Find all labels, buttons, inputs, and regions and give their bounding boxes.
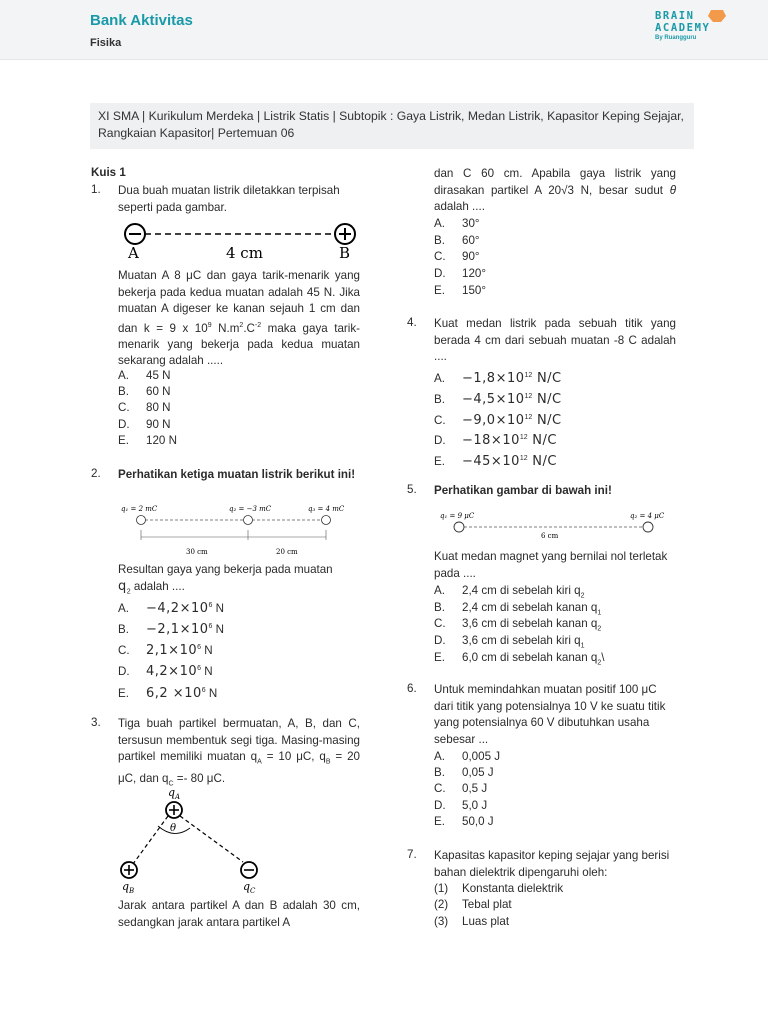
item-text: Luas plat [462, 915, 510, 928]
page-header [0, 0, 768, 60]
option-letter: B. [118, 622, 129, 636]
q3-cont-text-2: adalah .... [434, 200, 485, 213]
option-text: 2,4 cm di sebelah kanan q [462, 601, 598, 614]
q4-option-b[interactable] [434, 389, 562, 408]
q3-number: 3. [91, 716, 101, 729]
option-letter: E. [118, 686, 129, 700]
option-text: 0,05 J [462, 766, 494, 779]
option-text: −4,5×10 [462, 391, 525, 407]
subject-label: Fisika [90, 37, 122, 49]
q3-cont-text-1: dan C 60 cm. Apabila gaya listrik yang dirasakan partikel A 20√3 N, besar sudut [434, 167, 676, 197]
option-text: 30° [462, 217, 480, 230]
q1-exp-m2: -2 [254, 321, 262, 329]
q6-option-a[interactable] [434, 749, 500, 766]
lightbulb-icon [707, 9, 727, 23]
logo-text-byline: By Ruangguru [655, 35, 697, 41]
label-q3: q₃ = 4 mC [308, 505, 345, 513]
q3-option-d[interactable] [434, 266, 486, 283]
page-title: Bank Aktivitas [90, 12, 193, 29]
q3-sub-b: B [325, 758, 331, 766]
charge-q1 [454, 522, 464, 532]
option-sub: 1 [597, 609, 602, 617]
option-text: 150° [462, 284, 486, 297]
q4-option-c[interactable] [434, 410, 562, 429]
item-text: Tebal plat [462, 898, 512, 911]
option-exp: 12 [519, 455, 528, 462]
q4-stem: Kuat medan listrik pada sebuah titik yang berada 4 cm dari sebuah muatan -8 C adalah .... [434, 317, 676, 363]
q3-continued [434, 166, 676, 216]
q7-item-1 [434, 881, 563, 898]
q2-body [118, 562, 368, 600]
label-q2: q₂ = 4 μC [630, 512, 665, 520]
option-letter: A. [434, 584, 445, 597]
option-letter: E. [434, 454, 445, 468]
option-tail: \ [601, 651, 605, 664]
option-text: −1,8×10 [462, 370, 525, 386]
label-q2: q₂ = −3 mC [229, 505, 272, 513]
q5-option-e[interactable] [434, 650, 605, 672]
option-text: 2,4 cm di sebelah kiri q [462, 584, 581, 597]
q4-option-e[interactable] [434, 451, 557, 470]
label-d2: 20 cm [276, 548, 298, 556]
option-exp: 12 [524, 393, 533, 400]
option-exp: 6 [208, 623, 213, 630]
q1-body-text-1: Muatan A 8 μC dan gaya tarik-menarik yang bekerja pada kedua muatan adalah 45 N. Jika muatan A digeser ke kanan sejauh 1 cm dan dan k = 9 x 10 [118, 269, 360, 335]
q5-number: 5. [407, 483, 417, 496]
option-text: −2,1×10 [146, 621, 209, 637]
option-text: 0,005 J [462, 750, 501, 763]
q3-cont-theta: θ [669, 183, 676, 197]
option-text: 60 N [146, 385, 171, 398]
option-letter: A. [434, 750, 445, 763]
option-unit: N [212, 601, 225, 615]
q5-stem: Perhatikan gambar di bawah ini! [434, 484, 612, 497]
q4-number: 4. [407, 316, 417, 329]
q3-option-e[interactable] [434, 283, 486, 300]
q3-sub-c: C [168, 780, 174, 788]
q2-body-text: Resultan gaya yang bekerja pada muatan [118, 563, 333, 576]
option-letter: D. [118, 664, 130, 678]
quiz-label: Kuis 1 [91, 166, 126, 179]
q3-sub-a: A [257, 758, 262, 766]
q2-option-e[interactable] [118, 683, 217, 702]
q2-stem: Perhatikan ketiga muatan listrik berikut ini! [118, 468, 356, 481]
option-unit: N [201, 664, 213, 678]
q7-item-3 [434, 914, 509, 931]
label-qb: $q_B$ [122, 880, 135, 895]
q2-option-a[interactable] [118, 598, 224, 617]
option-sub: 2 [597, 625, 602, 633]
charge-q1 [137, 516, 146, 525]
option-letter: A. [118, 369, 129, 382]
logo-text-academy: ACADEMY [655, 22, 711, 34]
option-sub: 1 [580, 642, 585, 650]
option-exp: 12 [519, 434, 528, 441]
option-text: 5,0 J [462, 799, 488, 812]
q3-stem-text-3: = 20 μC, dan q [118, 750, 360, 785]
q6-option-c[interactable] [434, 781, 487, 798]
q2-symbol: q [118, 578, 127, 594]
label-q1: q₁ = 9 μC [440, 512, 475, 520]
option-letter: B. [434, 766, 445, 779]
label-a: A [128, 244, 139, 262]
q6-option-d[interactable] [434, 798, 487, 815]
label-distance: 4 cm [226, 244, 263, 262]
option-letter: E. [118, 434, 129, 447]
option-text: 90° [462, 250, 480, 263]
option-letter: E. [434, 651, 445, 664]
option-unit: N [205, 686, 218, 700]
q7-number: 7. [407, 848, 417, 861]
q1-option-d[interactable] [118, 417, 171, 434]
q3-option-c[interactable] [434, 249, 480, 266]
option-text: 6,2 ×10 [146, 685, 202, 701]
q1-body [118, 268, 360, 370]
item-number: (2) [434, 898, 449, 911]
option-text: −45×10 [462, 453, 520, 469]
q4-option-a[interactable] [434, 368, 562, 387]
option-letter: B. [434, 601, 445, 614]
option-letter: A. [434, 217, 445, 230]
option-unit: N/C [532, 391, 562, 407]
q2-body-end: adalah .... [130, 579, 185, 593]
q1-option-b[interactable] [118, 384, 171, 401]
option-letter: B. [118, 385, 129, 398]
option-text: 0,5 J [462, 782, 488, 795]
option-text: −9,0×10 [462, 412, 525, 428]
charge-q3 [322, 516, 331, 525]
q6-option-b[interactable] [434, 765, 494, 782]
option-letter: E. [434, 284, 445, 297]
label-distance: 6 cm [541, 532, 559, 540]
q2-option-d[interactable] [118, 661, 213, 680]
option-letter: D. [434, 799, 446, 812]
option-exp: 12 [524, 414, 533, 421]
q1-exp-2: 2 [239, 321, 244, 329]
q1-option-c[interactable] [118, 400, 171, 417]
q1-number: 1. [91, 183, 101, 196]
q3-option-b[interactable] [434, 233, 480, 250]
q7-stem: Kapasitas kapasitor keping sejajar yang berisi bahan dielektrik dipengaruhi oleh: [434, 849, 670, 879]
q3-stem-text-1: Tiga buah partikel bermuatan, A, B, dan C, tersusun membentuk segi tiga. Masing-masing partikel memiliki muatan q [118, 717, 360, 763]
q1-exp-9: 9 [207, 321, 212, 329]
q5-body: Kuat medan magnet yang bernilai nol terletak pada .... [434, 550, 668, 580]
label-b: B [339, 244, 351, 262]
option-sub: 2 [580, 592, 585, 600]
q3-body: Jarak antara partikel A dan B adalah 30 cm, sedangkan jarak antara partikel A [118, 899, 360, 929]
logo-text-brain: BRAIN [655, 10, 695, 22]
label-theta: θ [170, 823, 177, 834]
option-letter: C. [434, 413, 446, 427]
option-exp: 12 [524, 372, 533, 379]
q1-body-text-3: .C [243, 321, 255, 335]
label-q1: q₁ = 2 mC [121, 505, 158, 513]
charge-q2 [244, 516, 253, 525]
option-text: −18×10 [462, 432, 520, 448]
brand-logo [655, 10, 735, 50]
label-d1: 30 cm [186, 548, 208, 556]
q6-number: 6. [407, 682, 417, 695]
q3-option-a[interactable] [434, 216, 480, 233]
q2-symbol-sub: 2 [126, 587, 131, 595]
option-letter: C. [434, 782, 446, 795]
q6-stem: Untuk memindahkan muatan positif 100 μC dari titik yang potensialnya 10 V ke suatu titik yang potensialnya 60 V dibutuhkan usaha sebesar ... [434, 683, 666, 746]
q2-option-b[interactable] [118, 619, 224, 638]
q2-option-c[interactable] [118, 640, 213, 659]
option-letter: B. [434, 392, 445, 406]
q1-stem: Dua buah muatan listrik diletakkan terpisah seperti pada gambar. [118, 184, 340, 214]
option-text: 4,2×10 [146, 663, 198, 679]
q1-body-text-2: N.m [211, 321, 240, 335]
item-text: Konstanta dielektrik [462, 882, 564, 895]
q2-figure [118, 500, 363, 560]
q3-stem-text-4: =- 80 μC. [173, 771, 226, 785]
option-text: 80 N [146, 401, 171, 414]
q3-stem [118, 716, 360, 793]
q7-item-2 [434, 897, 512, 914]
charge-q2 [643, 522, 653, 532]
option-letter: D. [434, 433, 446, 447]
option-text: 60° [462, 234, 480, 247]
option-letter: C. [118, 401, 130, 414]
q1-option-e[interactable] [118, 433, 177, 450]
q3-stem-text-2: = 10 μC, q [261, 750, 326, 763]
option-sub: 2 [597, 659, 602, 667]
option-text: 50,0 J [462, 815, 494, 828]
item-number: (3) [434, 915, 449, 928]
q1-body-text-4: maka gaya tarik-menarik yang bekerja pada kedua muatan sekarang adalah ..... [118, 321, 360, 368]
option-unit: N/C [532, 370, 562, 386]
option-text: 6,0 cm di sebelah kanan q [462, 651, 598, 664]
option-unit: N/C [527, 432, 557, 448]
q4-option-d[interactable] [434, 430, 557, 449]
option-exp: 6 [208, 602, 213, 609]
q2-number: 2. [91, 467, 101, 480]
label-qa: $q_A$ [168, 786, 181, 801]
option-unit: N [201, 643, 213, 657]
option-letter: C. [434, 250, 446, 263]
option-text: 3,6 cm di sebelah kanan q [462, 617, 598, 630]
option-unit: N/C [527, 453, 557, 469]
option-text: 120° [462, 267, 486, 280]
option-text: 3,6 cm di sebelah kiri q [462, 634, 581, 647]
option-letter: D. [118, 418, 130, 431]
option-letter: D. [434, 267, 446, 280]
option-text: 45 N [146, 369, 171, 382]
q3-triangle-figure [112, 784, 272, 896]
option-text: −4,2×10 [146, 600, 209, 616]
curriculum-info-box: XI SMA | Kurikulum Merdeka | Listrik Statis | Subtopik : Gaya Listrik, Medan Listrik, Kapasitor Keping Sejajar, Rangkaian Kapasitor| Pertemuan 06 [90, 103, 694, 149]
option-letter: A. [118, 601, 129, 615]
q6-option-e[interactable] [434, 814, 494, 831]
option-letter: B. [434, 234, 445, 247]
option-letter: E. [434, 815, 445, 828]
option-letter: D. [434, 634, 446, 647]
q5-figure [434, 506, 674, 542]
item-number: (1) [434, 882, 449, 895]
option-letter: C. [434, 617, 446, 630]
option-unit: N [212, 622, 225, 636]
option-text: 2,1×10 [146, 642, 198, 658]
option-text: 120 N [146, 434, 177, 447]
option-exp: 6 [201, 687, 206, 694]
option-unit: N/C [532, 412, 562, 428]
option-letter: C. [118, 643, 130, 657]
option-text: 90 N [146, 418, 171, 431]
q1-option-a[interactable] [118, 368, 171, 385]
option-letter: A. [434, 371, 445, 385]
q1-figure [118, 220, 363, 262]
option-exp: 6 [197, 644, 202, 651]
label-qc: $q_C$ [243, 880, 256, 895]
option-exp: 6 [197, 665, 202, 672]
